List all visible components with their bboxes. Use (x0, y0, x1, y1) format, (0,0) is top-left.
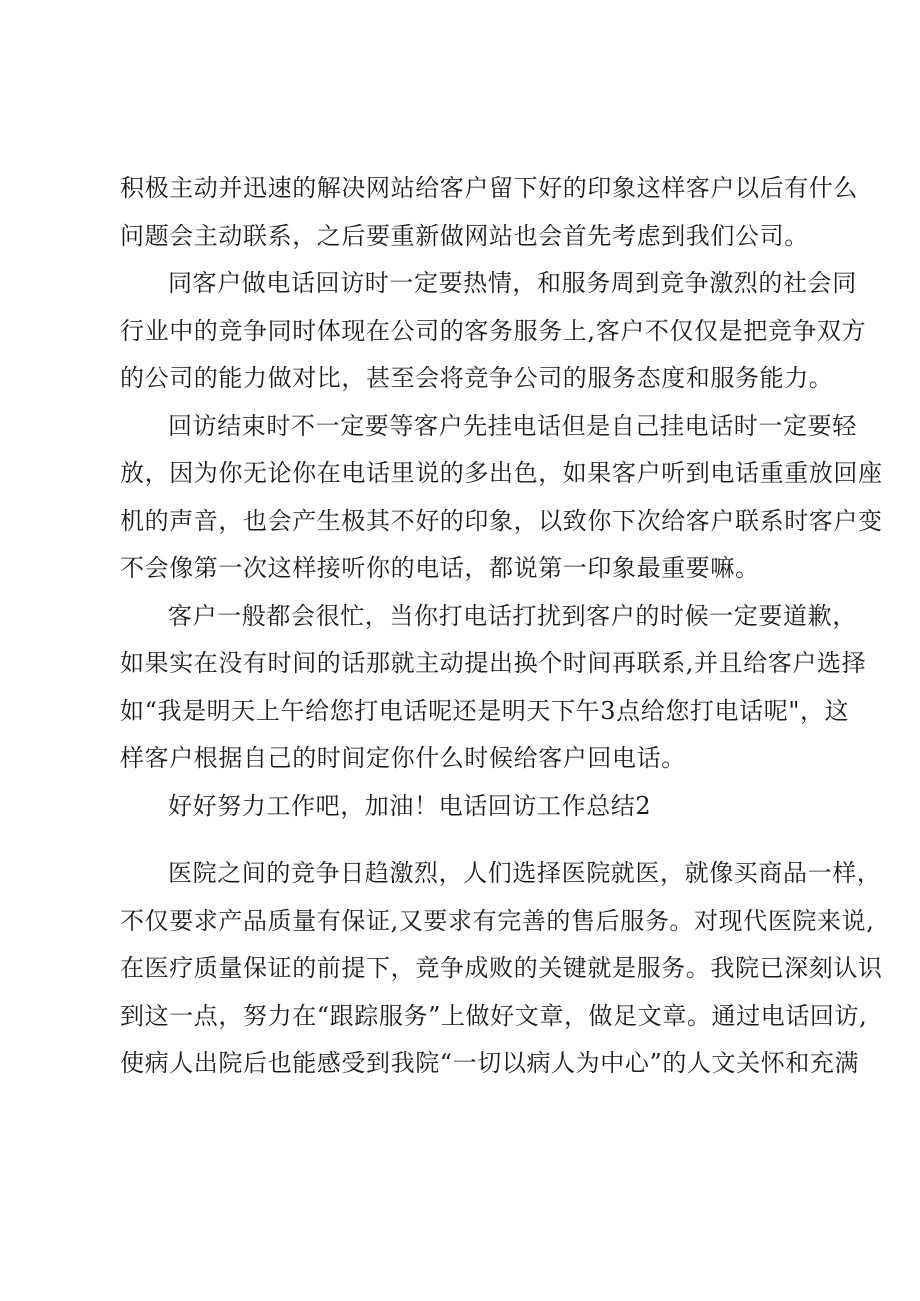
text-line: 积极主动并迅速的解决网站给客户留下好的印象这样客户以后有什么 (120, 174, 858, 202)
paragraph (120, 260, 867, 403)
paragraph (120, 593, 867, 783)
text-line: 客户一般都会很忙，当你打电话打扰到客户的时候一定要道歉， (168, 601, 857, 630)
text-line: 不仅要求产品质量有保证,又要求有完善的售后服务。对现代医院来说, (120, 906, 875, 935)
text-line: 不会像第一次这样接听你的电话，都说第一印象最重要嘛。 (120, 554, 760, 582)
text-line: 同客户做电话回访时一定要热情，和服务周到竞争激烈的社会同 (168, 269, 857, 297)
text-line: 医院之间的竞争日趋激烈，人们选择医院就医，就像买商品一样， (168, 859, 882, 887)
section-heading (120, 783, 830, 831)
text-line: 好好努力工作吧，加油！电话回访工作总结2 (168, 791, 652, 820)
text-line: 行业中的竞争同时体现在公司的客务服务上,客户不仅仅是把竞争双方 (120, 316, 867, 345)
text-line: 使病人出院后也能感受到我院“一切以病人为中心”的人文关怀和充满 (120, 1049, 860, 1077)
text-line: 在医疗质量保证的前提下，竞争成败的关键就是服务。我院已深刻认识 (120, 954, 883, 982)
document-body (120, 165, 883, 1088)
paragraph-gap (120, 830, 830, 850)
paragraph (120, 850, 883, 1088)
text-line: 的公司的能力做对比，甚至会将竞争公司的服务态度和服务能力。 (120, 364, 834, 392)
text-line: 放，因为你无论你在电话里说的多出色，如果客户听到电话重重放回座 (120, 459, 883, 487)
text-line: 样客户根据自己的时间定你什么时候给客户回电话。 (120, 744, 686, 772)
paragraph (120, 403, 883, 593)
text-line: 问题会主动联系，之后要重新做网站也会首先考虑到我们公司。 (120, 221, 809, 250)
text-line: 回访结束时不一定要等客户先挂电话但是自己挂电话时一定要轻 (168, 411, 857, 440)
text-line: 机的声音，也会产生极其不好的印象，以致你下次给客户联系时客户变 (120, 506, 883, 535)
text-line: 到这一点，努力在“跟踪服务”上做好文章，做足文章。通过电话回访, (120, 1001, 868, 1030)
paragraph (120, 165, 858, 260)
text-line: 如果实在没有时间的话那就主动提出换个时间再联系,并且给客户选择 (120, 649, 867, 677)
text-line: 如“我是明天上午给您打电话呢还是明天下午3点给您打电话呢"，这 (120, 696, 850, 725)
